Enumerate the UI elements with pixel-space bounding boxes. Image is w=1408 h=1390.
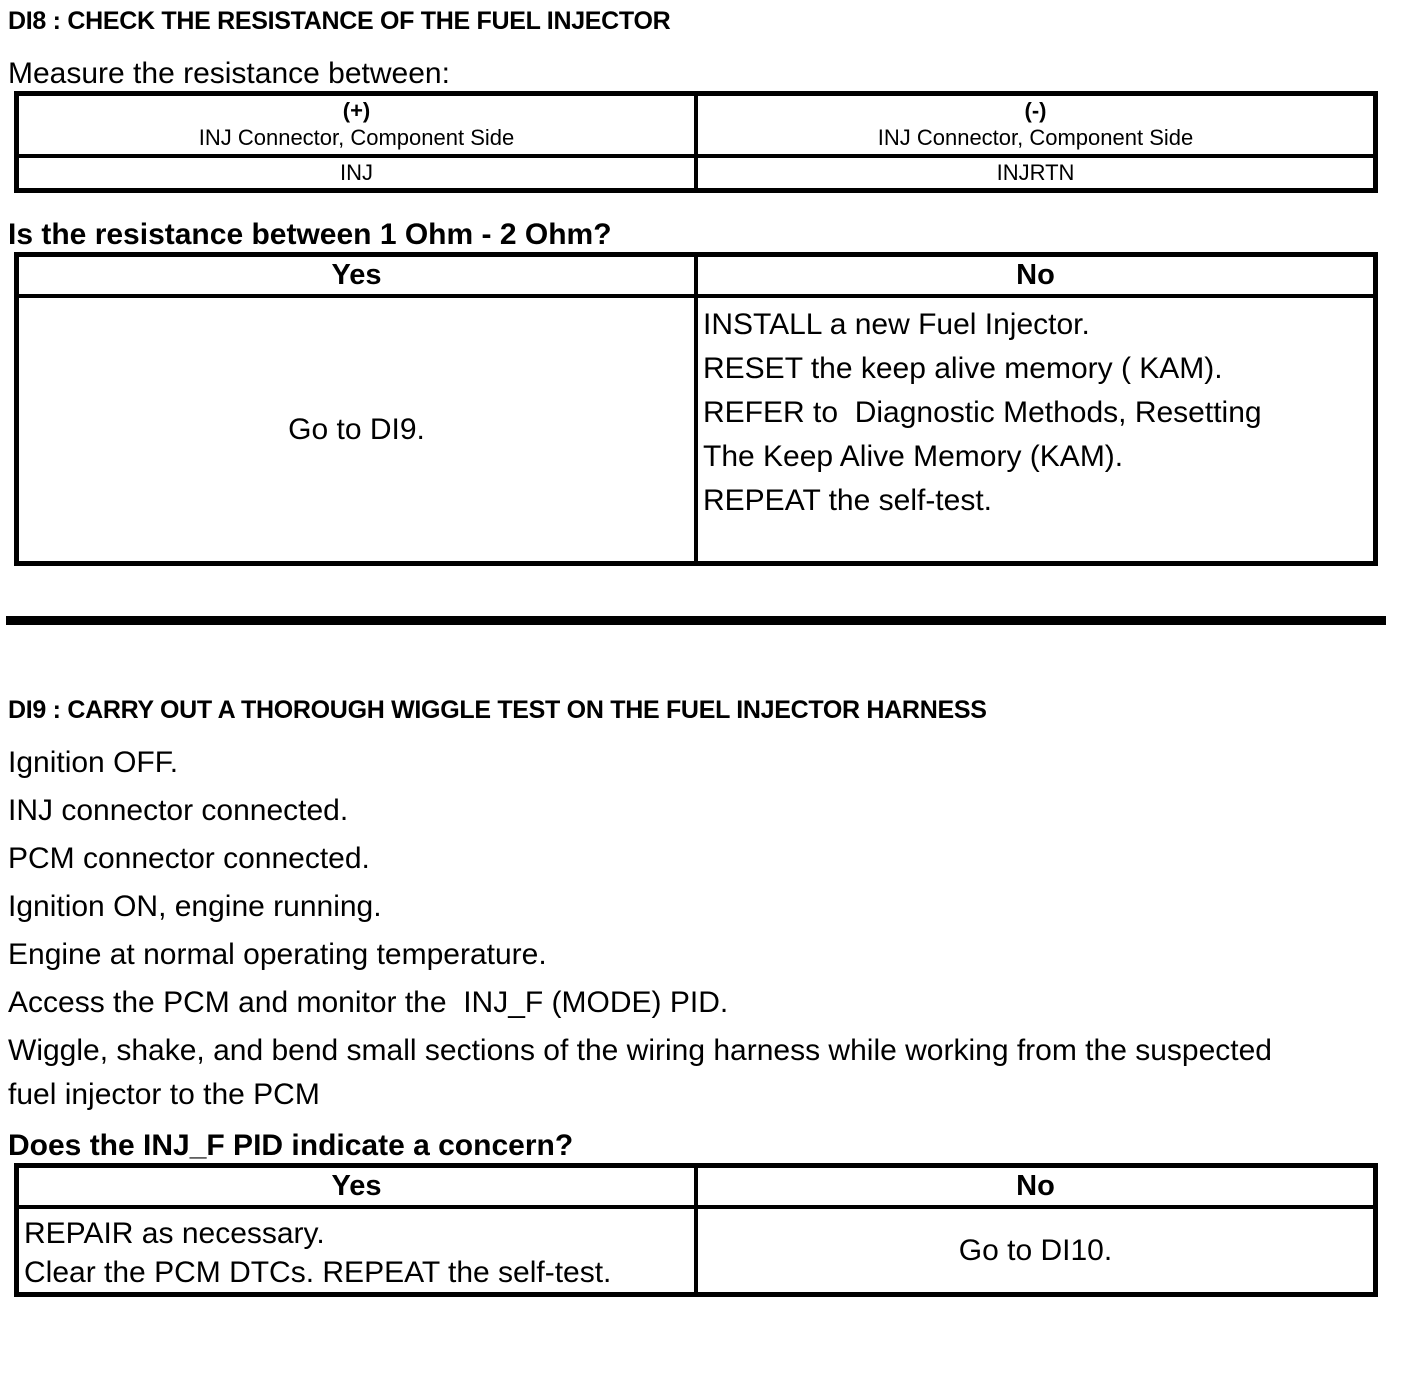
negative-connector-label: INJ Connector, Component Side bbox=[877, 125, 1194, 150]
yes-action-line: Clear the PCM DTCs. REPEAT the self-test. bbox=[24, 1256, 612, 1289]
procedure-step: Ignition ON, engine running. bbox=[8, 890, 382, 923]
di8-intro-text: Measure the resistance between: bbox=[8, 57, 450, 90]
no-action-line: The Keep Alive Memory (KAM). bbox=[703, 440, 1124, 473]
di8-question-text: Is the resistance between 1 Ohm - 2 Ohm? bbox=[8, 218, 612, 251]
di9-no-action-cell: Go to DI10. bbox=[696, 1207, 1376, 1295]
positive-pin-cell: INJ bbox=[17, 156, 697, 191]
negative-lead-header-cell bbox=[696, 94, 1376, 157]
procedure-step: Access the PCM and monitor the INJ_F (MODE) PID. bbox=[8, 986, 729, 1019]
di9-section-heading: DI9 : CARRY OUT A THOROUGH WIGGLE TEST ON THE FUEL INJECTOR HARNESS bbox=[8, 696, 987, 724]
measurement-pin-row bbox=[17, 156, 1376, 191]
no-action-line: RESET the keep alive memory ( KAM). bbox=[703, 352, 1223, 385]
procedure-step: INJ connector connected. bbox=[8, 794, 349, 827]
di8-decision-header-row bbox=[17, 255, 1376, 297]
di9-decision-body-row bbox=[17, 1207, 1376, 1295]
di8-no-action-cell bbox=[696, 296, 1376, 564]
section-divider-rule bbox=[6, 616, 1386, 625]
no-action-line: REPEAT the self-test. bbox=[703, 484, 992, 517]
di8-decision-table bbox=[14, 252, 1378, 566]
di9-decision-header-row bbox=[17, 1166, 1376, 1208]
negative-pin-cell: INJRTN bbox=[696, 156, 1376, 191]
yes-action-line: REPAIR as necessary. bbox=[24, 1217, 325, 1250]
di8-decision-body-row bbox=[17, 296, 1376, 564]
negative-polarity-label: (-) bbox=[1024, 98, 1047, 123]
di9-yes-header-cell: Yes bbox=[17, 1166, 697, 1208]
positive-polarity-label: (+) bbox=[342, 98, 371, 123]
measurement-header-row bbox=[17, 94, 1376, 157]
di8-yes-header-cell: Yes bbox=[17, 255, 697, 297]
no-action-line: INSTALL a new Fuel Injector. bbox=[703, 308, 1090, 341]
procedure-step: Engine at normal operating temperature. bbox=[8, 938, 547, 971]
no-action-line: REFER to Diagnostic Methods, Resetting bbox=[703, 396, 1262, 429]
di8-yes-action-cell: Go to DI9. bbox=[17, 296, 697, 564]
di8-measurement-table bbox=[14, 91, 1378, 193]
di9-question-text: Does the INJ_F PID indicate a concern? bbox=[8, 1129, 574, 1162]
di9-procedure-steps bbox=[8, 741, 1308, 1117]
procedure-step: Ignition OFF. bbox=[8, 746, 179, 779]
di9-decision-table bbox=[14, 1163, 1378, 1297]
di8-no-header-cell: No bbox=[696, 255, 1376, 297]
positive-connector-label: INJ Connector, Component Side bbox=[198, 125, 515, 150]
di9-yes-action-cell bbox=[17, 1207, 697, 1295]
di8-section-heading: DI8 : CHECK THE RESISTANCE OF THE FUEL INJECTOR bbox=[8, 7, 671, 35]
di9-no-header-cell: No bbox=[696, 1166, 1376, 1208]
procedure-step: PCM connector connected. bbox=[8, 842, 370, 875]
positive-lead-header-cell bbox=[17, 94, 697, 157]
procedure-step: Wiggle, shake, and bend small sections of the wiring harness while working from the suspected fuel injector to the PCM bbox=[8, 1034, 1281, 1111]
